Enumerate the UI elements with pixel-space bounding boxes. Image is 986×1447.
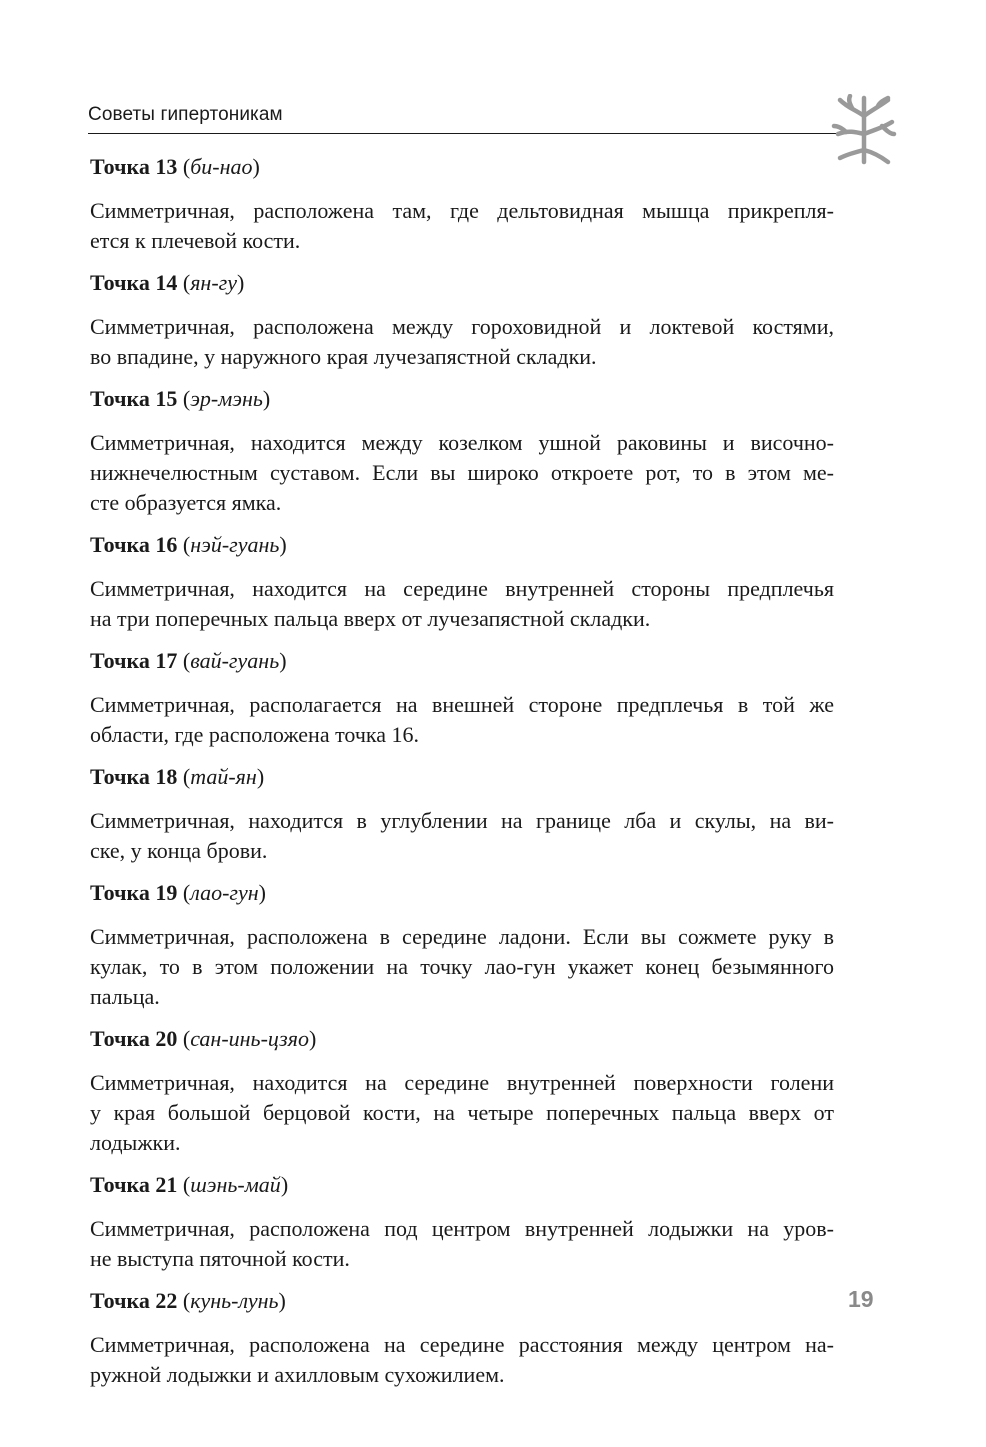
paren-close: ) [279,532,287,557]
paren-open: ( [177,1288,191,1313]
text-line: на три поперечных пальца вверх от лучезапястной складки. [90,606,651,631]
text-line: области, где расположена точка 16. [90,722,420,747]
entry-label: Точка 19 [90,880,178,905]
entry-heading [90,762,834,792]
paren-close: ) [256,764,265,789]
entry-label: Точка 18 [90,764,178,789]
entry-description [90,1214,834,1274]
text-line: нижнечелюстным суставом. Если вы широко откроете рот, то в этом ме- [90,460,834,485]
branch-emblem-icon [828,94,898,166]
paren-close: ) [278,1288,286,1313]
entry-label: Точка 20 [90,1026,178,1051]
text-line: у края большой берцовой кости, на четыре поперечных пальца вверх от [90,1100,834,1125]
entry-description [90,1068,834,1158]
entry-description [90,922,834,1012]
entry-name: би-нао [190,154,253,179]
entry-name: нэй-гуань [190,532,280,557]
text-line: Симметричная, находится на середине внутренней поверхности голени [90,1070,834,1095]
entry-description [90,428,834,518]
text-line: пальца. [90,984,160,1009]
text-line: кулак, то в этом положении на точку лао-гун укажет конец безымянного [90,954,834,979]
text-line: лодыжки. [90,1130,181,1155]
entry-heading [90,384,834,414]
entry-label: Точка 13 [90,154,178,179]
entry-heading [90,1024,834,1054]
text-line: ске, у конца брови. [90,838,268,863]
entry-name: лао-гун [190,880,259,905]
text-line: Симметричная, расположена под центром внутренней лодыжки на уров- [90,1216,834,1241]
header-rule [88,133,848,134]
paren-close: ) [252,154,260,179]
entry-description [90,574,834,634]
entry-name: вай-гуань [190,648,280,673]
paren-close: ) [258,880,266,905]
text-line: Симметричная, расположена между гороховидной и локтевой костями, [90,314,834,339]
entry-description [90,806,834,866]
entry-label: Точка 22 [90,1288,178,1313]
entry-description [90,1330,834,1390]
entry-heading [90,1286,834,1316]
entry-label: Точка 17 [90,648,178,673]
entry-name: кунь-лунь [190,1288,279,1313]
paren-open: ( [177,764,191,789]
text-line: Симметричная, расположена на середине расстояния между центром на- [90,1332,834,1357]
entry-description [90,690,834,750]
paren-close: ) [262,386,271,411]
paren-open: ( [177,386,191,411]
text-line: Симметричная, располагается на внешней стороне предплечья в той же [90,692,834,717]
document-body [90,152,834,1402]
text-line: Симметричная, находится на середине внутренней стороны предплечья [90,576,834,601]
text-line: ружной лодыжки и ахилловым сухожилием. [90,1362,505,1387]
entry-heading [90,530,834,560]
entry-heading [90,268,834,298]
text-line: не выступа пяточной кости. [90,1246,350,1271]
paren-open: ( [177,880,191,905]
text-line: во впадине, у наружного края лучезапястной складки. [90,344,597,369]
paren-open: ( [177,1172,191,1197]
entry-heading [90,152,834,182]
text-line: Симметричная, расположена в середине ладони. Если вы сожмете руку в [90,924,834,949]
paren-close: ) [237,270,245,295]
paren-open: ( [177,154,191,179]
entry-heading [90,1170,834,1200]
entry-name: ян-гу [190,270,238,295]
entry-description [90,312,834,372]
entry-heading [90,878,834,908]
paren-close: ) [280,1172,289,1197]
paren-open: ( [177,532,191,557]
entry-heading [90,646,834,676]
entry-label: Точка 15 [90,386,178,411]
text-line: Симметричная, расположена там, где дельтовидная мышца прикрепля- [90,198,834,223]
page-number: 19 [848,1286,874,1312]
paren-open: ( [177,270,191,295]
paren-close: ) [279,648,287,673]
running-title: Советы гипертоникам [88,104,283,125]
paren-open: ( [177,1026,191,1051]
entry-label: Точка 14 [90,270,178,295]
paren-open: ( [177,648,191,673]
text-line: сте образуется ямка. [90,490,282,515]
entry-name: шэнь-май [190,1172,281,1197]
text-line: Симметричная, находится между козелком ушной раковины и височно- [90,430,834,455]
entry-name: эр-мэнь [190,386,263,411]
text-line: ется к плечевой кости. [90,228,301,253]
entry-name: тай-ян [190,764,257,789]
entry-name: сан-инь-цзяо [190,1026,309,1051]
entry-label: Точка 21 [90,1172,178,1197]
paren-close: ) [308,1026,317,1051]
entry-description [90,196,834,256]
entry-label: Точка 16 [90,532,178,557]
text-line: Симметричная, находится в углублении на границе лба и скулы, на ви- [90,808,834,833]
